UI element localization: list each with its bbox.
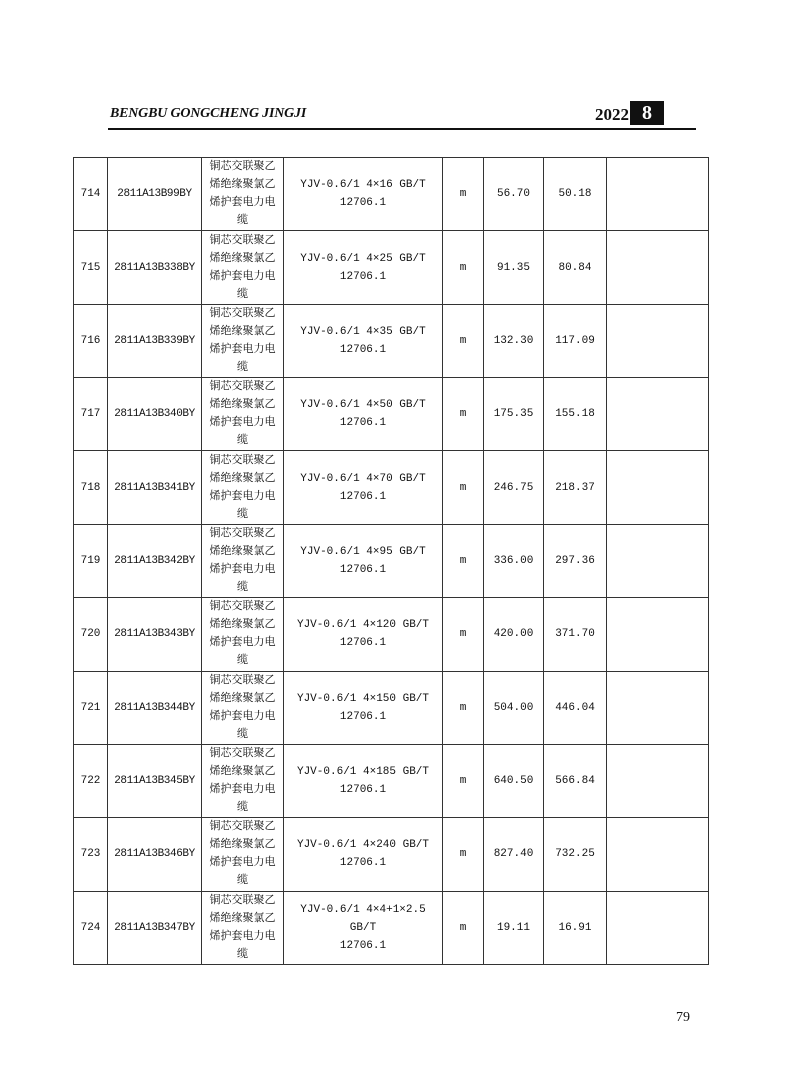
item-number-cell: 718 [74,451,108,524]
unit-cell: m [443,304,484,377]
specification-line: YJV-0.6/1 4×16 GB/T [300,179,426,192]
price-with-tax-cell: 132.30 [484,304,544,377]
material-name-line: 铜芯交联聚乙 [209,674,276,687]
material-code-cell: 2811A13B339BY [108,304,202,377]
material-name-line: 铜芯交联聚乙 [209,307,276,320]
table-row [74,304,709,377]
table-body [74,158,709,965]
table-row [74,818,709,891]
specification-line: 12706.1 [339,857,387,870]
material-name-line: 烯绝缘聚氯乙 [209,692,276,705]
price-with-tax-cell: 56.70 [484,158,544,231]
remark-cell [607,524,709,597]
specification-line: YJV-0.6/1 4×120 GB/T [296,619,430,632]
page-number: 79 [676,1010,690,1025]
table-row [74,598,709,671]
specification-line: 12706.1 [339,197,387,210]
remark-cell [607,744,709,817]
material-name-cell [202,524,284,597]
specification-line: YJV-0.6/1 4×95 GB/T [300,545,426,558]
specification-line: 12706.1 [339,939,387,952]
unit-cell: m [443,818,484,891]
price-without-tax-cell: 50.18 [544,158,607,231]
material-name-line: 烯护套电力电 [209,637,276,650]
price-with-tax-cell: 504.00 [484,671,544,744]
remark-cell [607,451,709,524]
specification-line: YJV-0.6/1 4×50 GB/T [300,399,426,412]
specification-line: 12706.1 [339,563,387,576]
material-name-cell [202,158,284,231]
material-name-line: 缆 [237,435,248,448]
material-name-cell [202,231,284,304]
material-code-cell: 2811A13B342BY [108,524,202,597]
unit-cell: m [443,451,484,524]
material-name-cell [202,598,284,671]
table-row [74,744,709,817]
table-row [74,231,709,304]
unit-cell: m [443,891,484,964]
specification-cell [284,598,443,671]
item-number-cell: 723 [74,818,108,891]
price-without-tax-cell: 117.09 [544,304,607,377]
material-name-line: 缆 [237,508,248,521]
material-name-line: 烯护套电力电 [209,710,276,723]
material-code-cell: 2811A13B343BY [108,598,202,671]
unit-cell: m [443,524,484,597]
material-name-line: 缆 [237,655,248,668]
unit-cell: m [443,231,484,304]
material-name-line: 铜芯交联聚乙 [209,894,276,907]
material-name-line: 烯护套电力电 [209,784,276,797]
specification-cell [284,744,443,817]
material-name-line: 烯绝缘聚氯乙 [209,912,276,925]
specification-line: YJV-0.6/1 4×4+1×2.5 GB/T [300,903,426,934]
remark-cell [607,158,709,231]
material-name-line: 铜芯交联聚乙 [209,748,276,761]
material-name-line: 烯绝缘聚氯乙 [209,325,276,338]
table-row [74,451,709,524]
header-divider [108,128,696,130]
material-name-cell [202,891,284,964]
material-name-line: 烯绝缘聚氯乙 [209,252,276,265]
material-name-cell [202,671,284,744]
material-name-cell [202,378,284,451]
journal-title: BENGBU GONGCHENG JINGJI [110,106,307,121]
price-with-tax-cell: 827.40 [484,818,544,891]
specification-line: 12706.1 [339,490,387,503]
material-code-cell: 2811A13B99BY [108,158,202,231]
unit-cell: m [443,744,484,817]
price-without-tax-cell: 566.84 [544,744,607,817]
specification-line: YJV-0.6/1 4×150 GB/T [296,692,430,705]
specification-line: 12706.1 [339,784,387,797]
specification-line: YJV-0.6/1 4×240 GB/T [296,839,430,852]
remark-cell [607,304,709,377]
remark-cell [607,818,709,891]
material-name-line: 烯绝缘聚氯乙 [209,545,276,558]
item-number-cell: 716 [74,304,108,377]
remark-cell [607,378,709,451]
material-name-line: 烯护套电力电 [209,857,276,870]
material-name-line: 铜芯交联聚乙 [209,381,276,394]
specification-line: 12706.1 [339,417,387,430]
unit-cell: m [443,378,484,451]
table-row [74,671,709,744]
issue-number-badge: 8 [630,101,664,125]
price-without-tax-cell: 446.04 [544,671,607,744]
material-name-line: 铜芯交联聚乙 [209,454,276,467]
item-number-cell: 717 [74,378,108,451]
material-name-line: 铜芯交联聚乙 [209,161,276,174]
unit-cell: m [443,598,484,671]
item-number-cell: 724 [74,891,108,964]
specification-line: 12706.1 [339,710,387,723]
material-code-cell: 2811A13B344BY [108,671,202,744]
item-number-cell: 715 [74,231,108,304]
material-name-line: 缆 [237,581,248,594]
material-name-line: 缆 [237,875,248,888]
specification-line: 12706.1 [339,343,387,356]
material-name-line: 烯护套电力电 [209,343,276,356]
specification-cell [284,378,443,451]
material-code-cell: 2811A13B346BY [108,818,202,891]
price-without-tax-cell: 371.70 [544,598,607,671]
specification-cell [284,891,443,964]
remark-cell [607,891,709,964]
specification-line: YJV-0.6/1 4×185 GB/T [296,766,430,779]
specification-line: 12706.1 [339,637,387,650]
material-name-line: 烯绝缘聚氯乙 [209,619,276,632]
material-name-line: 烯护套电力电 [209,490,276,503]
specification-line: YJV-0.6/1 4×35 GB/T [300,325,426,338]
item-number-cell: 721 [74,671,108,744]
material-name-cell [202,451,284,524]
material-name-line: 铜芯交联聚乙 [209,821,276,834]
specification-cell [284,231,443,304]
unit-cell: m [443,671,484,744]
specification-cell [284,304,443,377]
price-with-tax-cell: 336.00 [484,524,544,597]
material-name-line: 缆 [237,948,248,961]
material-name-line: 缆 [237,728,248,741]
price-without-tax-cell: 16.91 [544,891,607,964]
table-row [74,524,709,597]
remark-cell [607,671,709,744]
item-number-cell: 719 [74,524,108,597]
table-row [74,158,709,231]
item-number-cell: 714 [74,158,108,231]
specification-line: YJV-0.6/1 4×25 GB/T [300,252,426,265]
material-name-line: 缆 [237,361,248,374]
material-name-line: 烯护套电力电 [209,417,276,430]
table-row [74,378,709,451]
price-without-tax-cell: 155.18 [544,378,607,451]
price-with-tax-cell: 640.50 [484,744,544,817]
material-code-cell: 2811A13B341BY [108,451,202,524]
price-without-tax-cell: 80.84 [544,231,607,304]
material-name-line: 缆 [237,288,248,301]
material-name-line: 烯护套电力电 [209,930,276,943]
specification-line: YJV-0.6/1 4×70 GB/T [300,472,426,485]
unit-cell: m [443,158,484,231]
price-with-tax-cell: 420.00 [484,598,544,671]
remark-cell [607,231,709,304]
price-without-tax-cell: 297.36 [544,524,607,597]
material-name-line: 烯护套电力电 [209,270,276,283]
price-with-tax-cell: 19.11 [484,891,544,964]
material-name-line: 缆 [237,215,248,228]
material-price-table [73,157,709,965]
specification-line: 12706.1 [339,270,387,283]
specification-cell [284,451,443,524]
issue-year: 2022 [595,105,629,124]
material-name-line: 烯绝缘聚氯乙 [209,399,276,412]
material-code-cell: 2811A13B338BY [108,231,202,304]
specification-cell [284,158,443,231]
price-with-tax-cell: 91.35 [484,231,544,304]
price-without-tax-cell: 732.25 [544,818,607,891]
material-code-cell: 2811A13B340BY [108,378,202,451]
material-name-line: 烯绝缘聚氯乙 [209,766,276,779]
item-number-cell: 720 [74,598,108,671]
material-name-line: 烯护套电力电 [209,197,276,210]
material-name-line: 铜芯交联聚乙 [209,601,276,614]
remark-cell [607,598,709,671]
specification-cell [284,818,443,891]
material-name-cell [202,818,284,891]
item-number-cell: 722 [74,744,108,817]
material-name-line: 铜芯交联聚乙 [209,234,276,247]
specification-cell [284,524,443,597]
material-name-line: 铜芯交联聚乙 [209,527,276,540]
material-name-line: 烯绝缘聚氯乙 [209,179,276,192]
material-name-line: 烯护套电力电 [209,563,276,576]
material-code-cell: 2811A13B345BY [108,744,202,817]
material-name-line: 缆 [237,802,248,815]
material-name-line: 烯绝缘聚氯乙 [209,472,276,485]
material-name-line: 烯绝缘聚氯乙 [209,839,276,852]
specification-cell [284,671,443,744]
price-without-tax-cell: 218.37 [544,451,607,524]
table-row [74,891,709,964]
price-with-tax-cell: 246.75 [484,451,544,524]
material-name-cell [202,304,284,377]
price-with-tax-cell: 175.35 [484,378,544,451]
material-code-cell: 2811A13B347BY [108,891,202,964]
material-name-cell [202,744,284,817]
